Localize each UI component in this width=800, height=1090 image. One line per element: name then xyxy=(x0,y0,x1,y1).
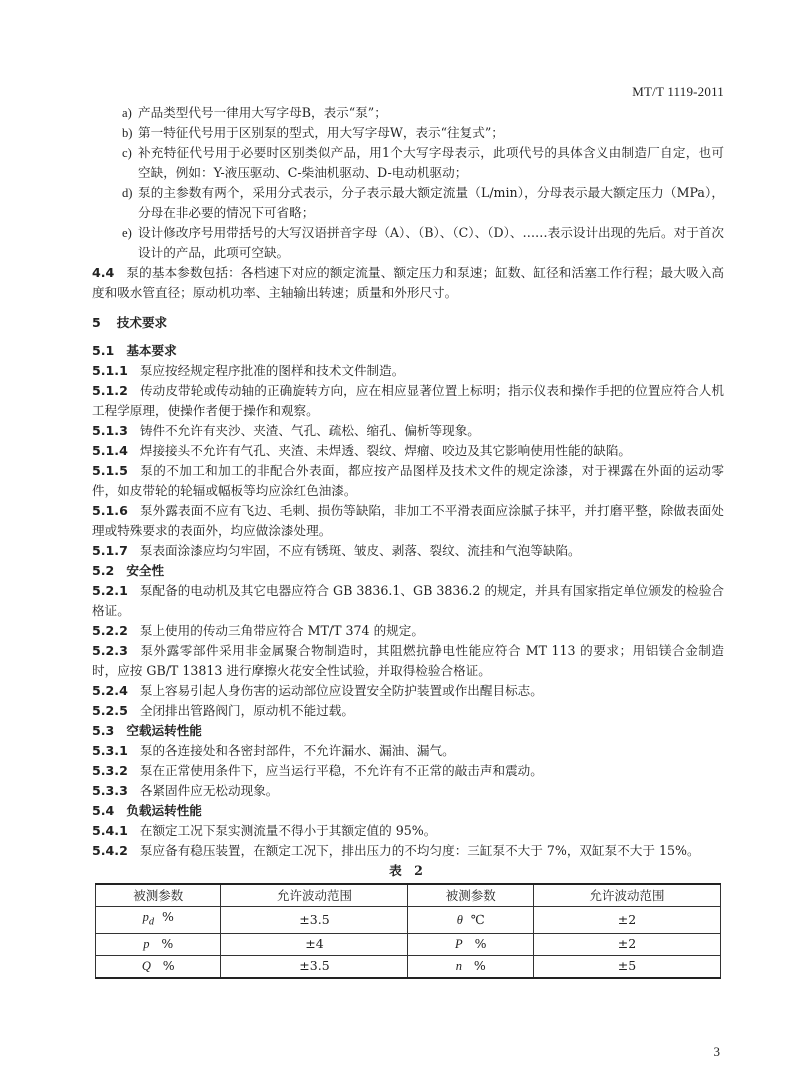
clause-text: 铸件不允许有夹沙、夹渣、气孔、疏松、缩孔、偏析等现象。 xyxy=(139,423,480,438)
clause-text: 焊接接头不允许有气孔、夹渣、未焊透、裂纹、焊瘤、咬边及其它影响使用性能的缺陷。 xyxy=(139,443,632,458)
list-marker: d) xyxy=(122,186,133,200)
clause-text: 泵外露零部件采用非金属聚合物制造时，其阻燃抗静电性能应符合 MT 113 的要求；用铝镁合金制造时，应按 GB/T 13813 进行摩擦火花安全性试验，并取得检验合格证。 xyxy=(92,643,724,678)
table-cell-value: ±2 xyxy=(533,907,720,934)
table-row xyxy=(96,955,721,978)
list-marker: e) xyxy=(122,226,132,240)
clause-text: 泵表面涂漆应均匀牢固，不应有锈斑、皱皮、剥落、裂纹、流挂和气泡等缺陷。 xyxy=(139,543,581,558)
table-cell-value: ±3.5 xyxy=(221,907,408,934)
clause-text: 泵外露表面不应有飞边、毛刺、损伤等缺陷，非加工不平滑表面应涂腻子抹平，并打磨平整，除做表面处理或特殊要求的表面外，均应做涂漆处理。 xyxy=(92,503,724,538)
table-row xyxy=(96,933,721,955)
table-cell-value: ±5 xyxy=(533,955,720,978)
list-text: 产品类型代号一律用大写字母B，表示“泵”； xyxy=(138,105,387,120)
clause-number: 5.2.1 xyxy=(92,583,128,598)
clause-number: 5.1.5 xyxy=(92,463,128,478)
param-unit: % xyxy=(161,936,174,951)
subsection-number: 5.4 xyxy=(92,803,115,818)
clause-number: 5.1.4 xyxy=(92,443,128,458)
clause-number: 5.3.3 xyxy=(92,783,128,798)
table-cell-param xyxy=(408,955,533,978)
clause xyxy=(92,781,724,801)
list-item xyxy=(122,183,724,223)
clause-number: 5.4.1 xyxy=(92,823,128,838)
clause-text: 泵上使用的传动三角带应符合 MT/T 374 的规定。 xyxy=(139,623,424,638)
param-symbol: Q xyxy=(141,959,151,973)
clause-text: 在额定工况下泵实测流量不得小于其额定值的 95%。 xyxy=(139,823,437,838)
clause-number: 5.2.2 xyxy=(92,623,128,638)
list-marker: a) xyxy=(122,106,132,120)
subsection-5-3-heading xyxy=(92,721,724,741)
clause-text: 全闭排出管路阀门，原动机不能过载。 xyxy=(139,703,354,718)
clause-text: 泵应按经规定程序批准的图样和技术文件制造。 xyxy=(139,363,405,378)
clause xyxy=(92,761,724,781)
list-item xyxy=(122,103,724,123)
section-title: 技术要求 xyxy=(116,315,168,330)
clause xyxy=(92,501,724,541)
clause-number: 5.4.2 xyxy=(92,843,128,858)
param-symbol: p xyxy=(143,937,150,951)
param-unit: % xyxy=(473,958,486,973)
clause-text: 泵配备的电动机及其它电器应符合 GB 3836.1、GB 3836.2 的规定，并具有国家指定单位颁发的检验合格证。 xyxy=(92,583,724,618)
list-text: 泵的主参数有两个，采用分式表示，分子表示最大额定流量（L/min），分母表示最大额定压力（MPa），分母在非必要的情况下可省略； xyxy=(138,185,724,220)
clause xyxy=(92,381,724,421)
table-row xyxy=(96,907,721,934)
clause-number: 5.2.3 xyxy=(92,643,128,658)
clause xyxy=(92,621,724,641)
clause xyxy=(92,741,724,761)
subsection-5-2-heading xyxy=(92,561,724,581)
table-cell-value: ±2 xyxy=(533,933,720,955)
table-header-cell: 允许波动范围 xyxy=(533,884,720,907)
clause xyxy=(92,541,724,561)
clause xyxy=(92,421,724,441)
clause-number: 5.1.1 xyxy=(92,363,128,378)
clause-number: 4.4 xyxy=(92,265,115,280)
clause-number: 5.1.6 xyxy=(92,503,128,518)
clause-number: 5.1.2 xyxy=(92,383,128,398)
clause xyxy=(92,681,724,701)
table-cell-param xyxy=(96,907,221,934)
param-unit: ℃ xyxy=(470,911,485,927)
subsection-5-1-heading xyxy=(92,341,724,361)
list-text: 设计修改序号用带括号的大写汉语拼音字母（A）、（B）、（C）、（D）、……表示设计出现的先后。对于首次设计的产品，此项可空缺。 xyxy=(138,225,724,260)
subsection-number: 5.1 xyxy=(92,343,115,358)
list-item xyxy=(122,143,724,183)
fluctuation-table xyxy=(95,883,721,979)
table-header-row xyxy=(96,884,721,907)
subsection-title: 基本要求 xyxy=(126,343,177,358)
subsection-5-4-heading xyxy=(92,801,724,821)
table-cell-value: ±3.5 xyxy=(221,955,408,978)
clause-number: 5.2.4 xyxy=(92,683,128,698)
param-symbol: n xyxy=(455,959,462,973)
clause xyxy=(92,641,724,681)
subsection-number: 5.3 xyxy=(92,723,115,738)
clause-number: 5.3.1 xyxy=(92,743,128,758)
standard-code: MT/T 1119-2011 xyxy=(632,84,724,99)
clause-number: 5.3.2 xyxy=(92,763,128,778)
section-5-heading xyxy=(92,313,724,333)
table-header-cell: 被测参数 xyxy=(408,884,533,907)
table-cell-value: ±4 xyxy=(221,933,408,955)
clause-text: 传动皮带轮或传动轴的正确旋转方向，应在相应显著位置上标明；指示仪表和操作手把的位置应符合人机工程学原理，使操作者便于操作和观察。 xyxy=(92,383,724,418)
section-number: 5 xyxy=(92,315,101,330)
clause-text: 各紧固件应无松动现象。 xyxy=(139,783,279,798)
table-cell-param xyxy=(408,907,533,934)
document-body xyxy=(92,103,724,979)
clause-number: 5.1.3 xyxy=(92,423,128,438)
param-subscript: d xyxy=(148,916,155,928)
param-symbol: θ xyxy=(456,912,463,927)
clause xyxy=(92,361,724,381)
page-number: 3 xyxy=(713,1044,720,1059)
clause xyxy=(92,821,724,841)
subsection-title: 空载运转性能 xyxy=(126,723,202,738)
clause-4-4 xyxy=(92,263,724,303)
clause-text: 泵上容易引起人身伤害的运动部位应设置安全防护装置或作出醒目标志。 xyxy=(139,683,543,698)
list-item xyxy=(122,223,724,263)
clause xyxy=(92,441,724,461)
table-cell-param xyxy=(96,955,221,978)
clause-text: 泵在正常使用条件下，应当运行平稳，不允许有不正常的敲击声和震动。 xyxy=(139,763,543,778)
table-header-cell: 允许波动范围 xyxy=(221,884,408,907)
list-marker: c) xyxy=(122,146,132,160)
list-text: 第一特征代号用于区别泵的型式，用大写字母W，表示“往复式”； xyxy=(138,125,504,140)
clause-text: 泵的各连接处和各密封部件，不允许漏水、漏油、漏气。 xyxy=(139,743,455,758)
clause xyxy=(92,701,724,721)
param-symbol: p xyxy=(142,910,149,924)
designation-list xyxy=(92,103,724,263)
clause-text: 泵的不加工和加工的非配合外表面，都应按产品图样及技术文件的规定涂漆，对于裸露在外面的运动零件，如皮带轮的轮辐或幅板等均应涂红色油漆。 xyxy=(92,463,724,498)
param-unit: % xyxy=(162,909,174,924)
table-cell-param xyxy=(96,933,221,955)
list-item xyxy=(122,123,724,143)
clause-number: 5.1.7 xyxy=(92,543,128,558)
subsection-number: 5.2 xyxy=(92,563,115,578)
param-symbol: P xyxy=(455,937,463,951)
list-text: 补充特征代号用于必要时区别类似产品，用1个大写字母表示，此项代号的具体含义由制造厂自定，也可空缺，例如：Y-液压驱动、C-柴油机驱动、D-电动机驱动； xyxy=(138,145,724,180)
clause xyxy=(92,581,724,621)
param-unit: % xyxy=(162,958,175,973)
param-unit: % xyxy=(474,936,487,951)
clause-number: 5.2.5 xyxy=(92,703,128,718)
table-cell-param xyxy=(408,933,533,955)
subsection-title: 负载运转性能 xyxy=(126,803,202,818)
clause xyxy=(92,841,724,861)
subsection-title: 安全性 xyxy=(126,563,165,578)
clause xyxy=(92,461,724,501)
list-marker: b) xyxy=(122,126,133,140)
clause-text: 泵的基本参数包括：各档速下对应的额定流量、额定压力和泵速；缸数、缸径和活塞工作行程；最大吸入高度和吸水管直径；原动机功率、主轴输出转速；质量和外形尺寸。 xyxy=(92,265,724,300)
clause-text: 泵应备有稳压装置，在额定工况下，排出压力的不均匀度：三缸泵不大于 7%，双缸泵不大于 15%。 xyxy=(139,843,700,858)
table-caption: 表 2 xyxy=(389,863,427,878)
table-header-cell: 被测参数 xyxy=(96,884,221,907)
